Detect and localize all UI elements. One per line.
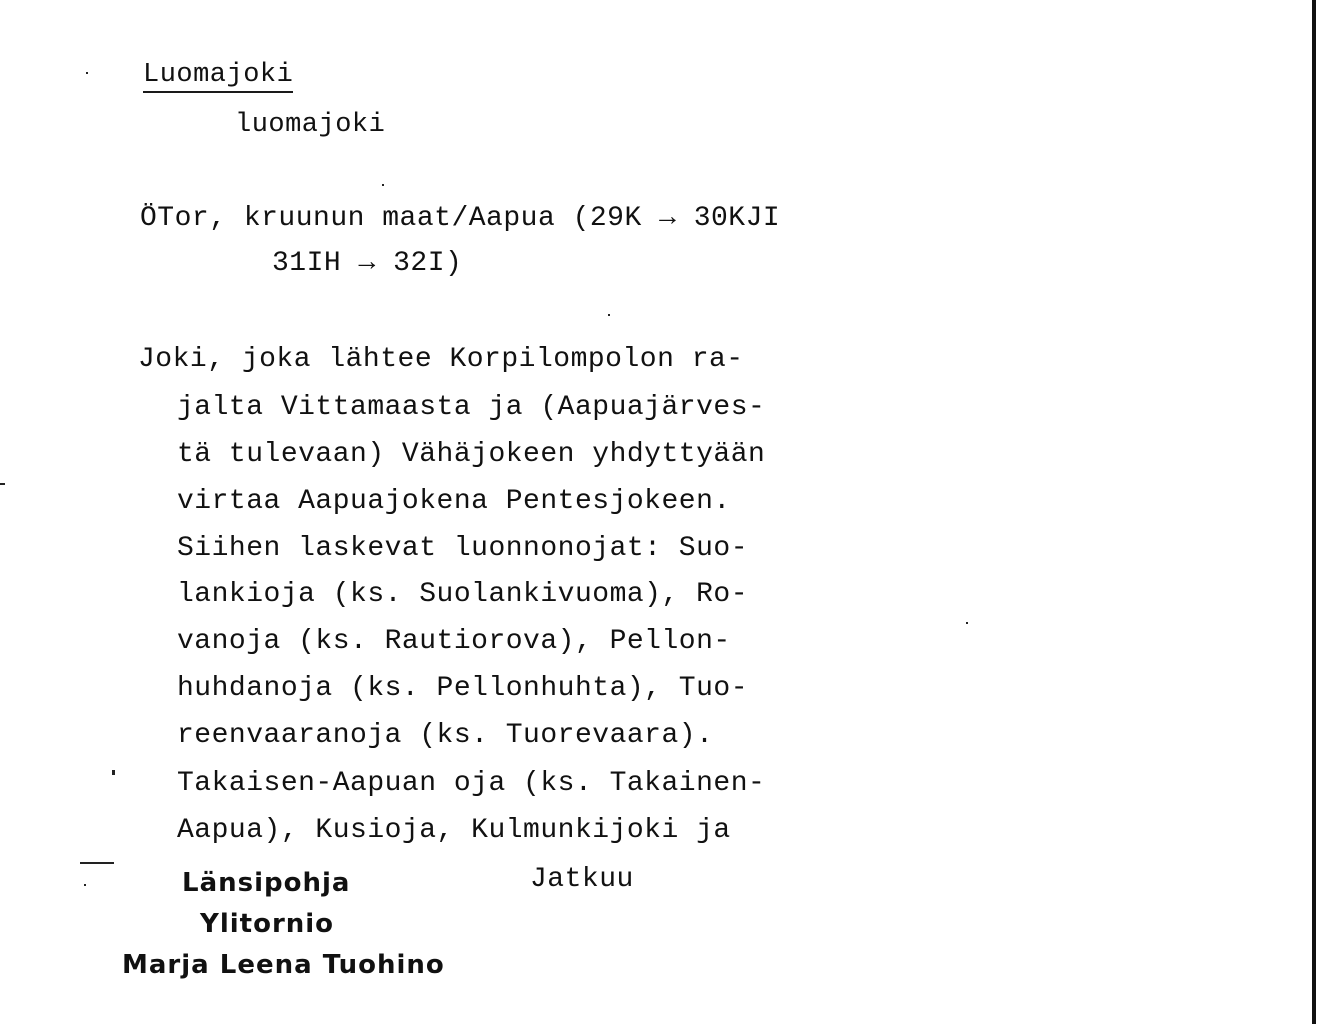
description-line-7: vanoja (ks. Rautiorova), Pellon-	[177, 626, 731, 657]
scan-speck	[112, 770, 115, 775]
description-line-1: Joki, joka lähtee Korpilompolon ra-	[138, 344, 744, 375]
description-line-8: huhdanoja (ks. Pellonhuhta), Tuo-	[177, 673, 748, 704]
description-line-10: Takaisen-Aapuan oja (ks. Takainen-	[177, 768, 766, 799]
normalized-form: luomajoki	[235, 110, 386, 140]
scan-speck	[966, 622, 968, 624]
scan-speck	[608, 314, 610, 316]
description-line-9: reenvaaranoja (ks. Tuorevaara).	[177, 720, 714, 751]
continues-label: Jatkuu	[530, 864, 634, 895]
stamp-parish: Ylitornio	[200, 909, 335, 939]
scan-speck	[0, 483, 5, 485]
description-line-11: Aapua), Kusioja, Kulmunkijoki ja	[177, 815, 731, 846]
card-edge-line	[1312, 0, 1316, 1024]
scan-speck	[382, 184, 384, 186]
headword: Luomajoki	[143, 62, 293, 93]
description-line-2: jalta Vittamaasta ja (Aapuajärves-	[177, 392, 766, 423]
scan-speck	[86, 72, 88, 74]
description-line-3: tä tulevaan) Vähäjokeen yhdyttyään	[177, 439, 766, 470]
stamp-collector: Marja Leena Tuohino	[122, 950, 445, 980]
description-line-4: virtaa Aapuajokena Pentesjokeen.	[177, 486, 731, 517]
description-line-5: Siihen laskevat luonnonojat: Suo-	[177, 533, 748, 564]
location-line-1: ÖTor, kruunun maat/Aapua (29K → 30KJI	[140, 203, 781, 234]
description-line-6: lankioja (ks. Suolankivuoma), Ro-	[177, 579, 748, 610]
location-line-2: 31IH → 32I)	[272, 248, 463, 279]
scan-speck	[80, 862, 114, 864]
scan-speck	[84, 884, 86, 886]
stamp-region: Länsipohja	[182, 868, 351, 898]
